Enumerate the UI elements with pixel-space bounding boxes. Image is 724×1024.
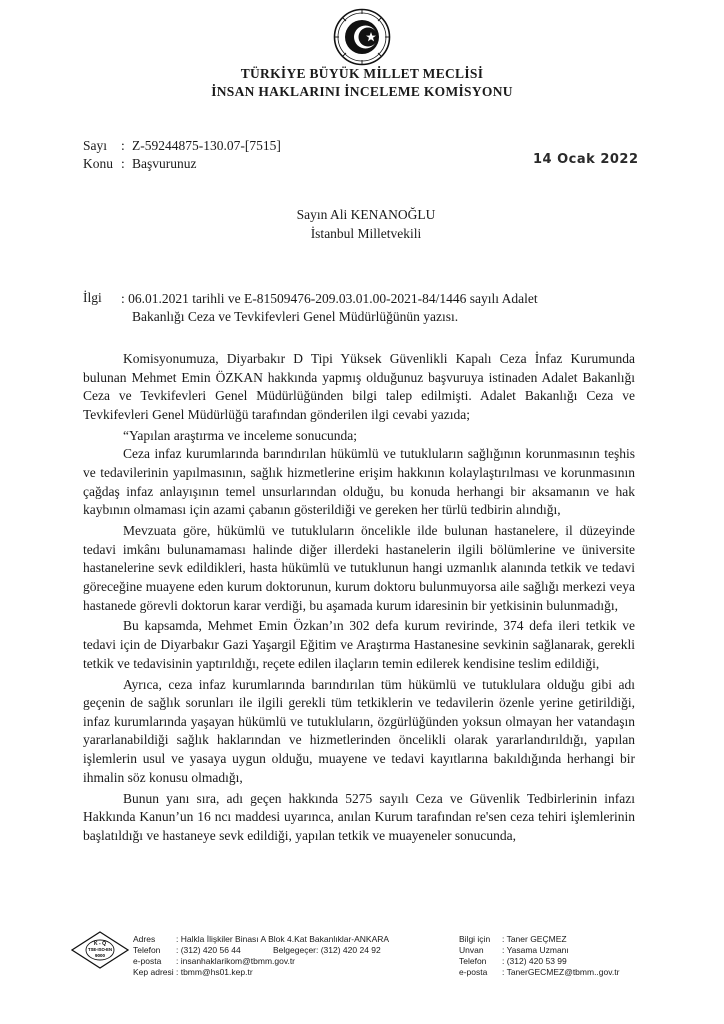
telefon-label: Telefon xyxy=(133,945,161,955)
svg-text:TSE-ISO-EN: TSE-ISO-EN xyxy=(88,947,112,952)
konu-label: Konu xyxy=(83,156,113,171)
adres-value: : Halkla İlişkiler Binası A Blok 4.Kat Bakanlıklar-ANKARA xyxy=(176,934,390,944)
addressee-name: Sayın Ali KENANOĞLU xyxy=(296,207,436,222)
eposta-value[interactable]: : insanhaklarikom@tbmm.gov.tr xyxy=(176,956,296,966)
body-paragraph: Ceza infaz kurumlarında barındırılan hükümlü ve tutukluların sağlığının korunmasının teşhis ve tedavilerinin yapılmasının, sağlık hizmetlerine erişim hakkının kolaylaştırılması ve korunmasının çağdaş infaz anlayışının temel unsurlarından olduğu, bu konuda herhangi bir aksamanın ve hak kaybının olmaması için azami çabanın gösterildiği ve gereken her türlü tedbirin alındığı, xyxy=(83,446,635,518)
svg-text:9000: 9000 xyxy=(94,953,106,958)
unvan-value: : Yasama Uzmanı xyxy=(502,945,569,955)
tbmm-seal-logo xyxy=(333,8,391,66)
body-paragraph: Bunun yanı sıra, adı geçen hakkında 5275 sayılı Ceza ve Güvenlik Tedbirlerinin infazı Hakkında Kanun’un 16 ncı maddesi uyarınca, anılan Kurum tarafından re'sen ceza tehiri işlemlerinin başlatıldığı ve hastaneye sevk edildiği, yapılan tetkik ve muayeneler sonucunda, xyxy=(83,790,635,843)
contact-telefon-value: : (312) 420 53 99 xyxy=(502,956,567,966)
ilgi-label: İlgi xyxy=(83,290,102,305)
contact-eposta-value[interactable]: : TanerGECMEZ@tbmm..gov.tr xyxy=(502,967,620,977)
institution-name: TÜRKİYE BÜYÜK MİLLET MECLİSİ xyxy=(240,66,484,81)
contact-eposta-label: e-posta xyxy=(459,967,488,977)
unvan-label: Unvan xyxy=(459,945,484,955)
body-paragraph: Bu kapsamda, Mehmet Emin Özkan’ın 302 defa kurum revirinde, 374 defa ileri tetkik ve tedavi için de Diyarbakır Gazi Yaşargil Eğitim ve Araştırma Hastanesine sevkinin sağlanarak, gerekli tetkik ve tedavisinin yaptırıldığı, reçete edilen ilaçların temin edilerek kendisine teslim edildiği, xyxy=(83,618,635,671)
ilgi-line-2: Bakanlığı Ceza ve Tevkifevleri Genel Müdürlüğünün yazısı. xyxy=(132,309,459,324)
telefon-value: : (312) 420 56 44 xyxy=(176,945,241,955)
tse-iso-logo xyxy=(71,931,129,969)
adres-label: Adres xyxy=(133,934,156,944)
sayi-separator: : xyxy=(121,138,125,153)
ilgi-line-1: : 06.01.2021 tarihli ve E-81509476-209.03.01.00-2021-84/1446 sayılı Adalet xyxy=(121,291,538,306)
sayi-value: Z-59244875-130.07-[7515] xyxy=(132,138,281,153)
letter-body xyxy=(83,350,635,848)
bilgi-label: Bilgi için xyxy=(459,934,491,944)
addressee-title: İstanbul Milletvekili xyxy=(310,226,422,241)
svg-text:K - Q: K - Q xyxy=(94,941,106,947)
body-paragraph: Komisyonumuza, Diyarbakır D Tipi Yüksek Güvenlikli Kapalı Ceza İnfaz Kurumunda bulunan Mehmet Emin ÖZKAN hakkında yapmış olduğunuz başvuruya istinaden Adalet Bakanlığı Ceza ve Tevkifevleri Genel Müdürlüğünden bilgi talep edilmişti. Adalet Bakanlığı Ceza ve Tevkifevleri Genel Müdürlüğü tarafından gönderilen ilgi cevabi yazıda; xyxy=(83,351,635,422)
body-paragraph: Ayrıca, ceza infaz kurumlarında barındırılan tüm hükümlü ve tutuklulara olduğu gibi adı geçenin de sağlık sorunları ile ilgili gerekli tüm tetkiklerin ve tedavilerin özenle yerine getirildiği, infaz kurumlarında yaşayan hükümlü ve tutukluların, özgürlüğünden yoksun olmayan her vatandaşın yararlanabildiği sağlık haklarından ve hizmetlerinden öncelikli olarak yararlandırıldığı, yapılan işlemlerin usul ve yasaya uygun olduğu, muayene ve tedavi kayıtlarına bakıldığında herhangi bir ihmalin söz konusu olmadığı, xyxy=(83,676,635,785)
date-stamp: 14 Ocak 2022 xyxy=(533,152,639,167)
ilgi-reference xyxy=(121,290,601,326)
commission-name: İNSAN HAKLARINI İNCELEME KOMİSYONU xyxy=(211,84,513,99)
eposta-label: e-posta xyxy=(133,956,162,966)
konu-value: Başvurunuz xyxy=(132,156,197,171)
kep-value[interactable]: : tbmm@hs01.kep.tr xyxy=(176,967,253,977)
konu-separator: : xyxy=(121,156,125,171)
body-paragraph: Mevzuata göre, hükümlü ve tutukluların öncelikle ilde bulunan hastanelere, il düzeyinde tedavi imkânı bulunamaması halinde diğer illerdeki hastanelerin ilgili bölümlerine ve üniversite hastanelerine sevk edildikleri, hasta hükümlü ve tutuklunun hangi uzmanlık alanında tetkik ve tedavi göreceğine muayene eden kurum doktorunun, kurum doktoru bulunmuyorsa aile sağlığı merkezi veya hastanede görevli doktorun karar verdiği, bu aşamada kurum idaresinin bir yetkisinin bulunmadığı, xyxy=(83,523,635,613)
sayi-label: Sayı xyxy=(83,138,108,153)
kep-label: Kep adresi xyxy=(133,967,174,977)
belgegecer-value: Belgegeçer: (312) 420 24 92 xyxy=(273,945,381,955)
body-paragraph: “Yapılan araştırma ve inceleme sonucunda; xyxy=(123,427,358,443)
contact-telefon-label: Telefon xyxy=(459,956,487,966)
bilgi-value: : Taner GEÇMEZ xyxy=(502,934,567,944)
letter-footer xyxy=(0,928,724,1018)
